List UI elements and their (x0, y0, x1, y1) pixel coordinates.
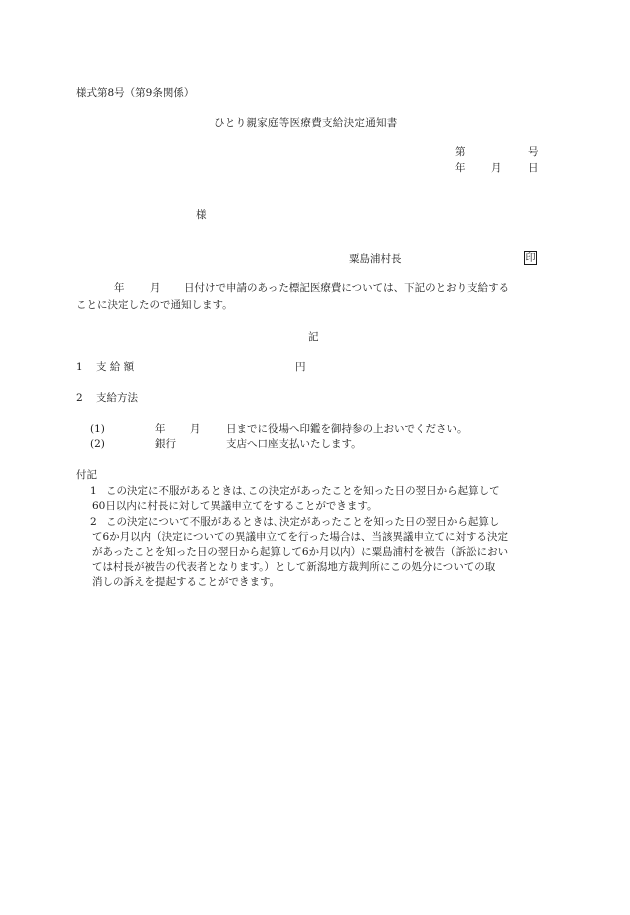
note1-number: 1 (90, 485, 97, 497)
ki-heading: 記 (308, 331, 319, 343)
note1-line1: この決定に不服があるときは､この決定があったことを知った日の翌日から起算して (106, 485, 500, 497)
document-title: ひとり親家庭等医療費支給決定通知書 (214, 117, 398, 129)
doc-number-prefix: 第 (455, 146, 466, 158)
method2-text: 支店へ口座支払いたします。 (226, 438, 362, 450)
body-month: 月 (150, 282, 161, 294)
method1-text: 日までに役場へ印鑑を御持参の上おいでください。 (226, 423, 468, 435)
method1-month: 月 (190, 423, 201, 435)
date-year: 年 (455, 162, 466, 174)
note2-line3: があったことを知った日の翌日から起算して6か月以内）に粟島浦村を被告（訴訟におい (92, 546, 509, 558)
note2-number: 2 (90, 516, 97, 528)
method2-bank: 銀行 (155, 438, 176, 450)
item1-unit: 円 (295, 361, 306, 373)
item1-number: 1 (76, 361, 83, 373)
seal-mark (524, 251, 537, 265)
body-line1: 日付けで申請のあった標記医療費については、下記のとおり支給する (184, 282, 510, 294)
note2-line4: ては村長が被告の代表者となります。）として新潟地方裁判所にこの処分についての取 (92, 561, 496, 573)
note2-line5: 消しの訴えを提起することができます。 (92, 576, 281, 588)
item2-label: 支給方法 (96, 392, 138, 404)
method1-number: (1) (90, 423, 105, 435)
body-year: 年 (114, 282, 125, 294)
body-line2: ことに決定したので通知します。 (76, 299, 233, 311)
item1-label: 支 給 額 (96, 361, 135, 373)
recipient-suffix: 様 (196, 209, 207, 221)
note2-line1: この決定について不服があるときは､決定があったことを知った日の翌日から起算し (106, 516, 500, 528)
item2-number: 2 (76, 392, 83, 404)
date-day: 日 (528, 162, 539, 174)
doc-number-suffix: 号 (528, 146, 539, 158)
issuer-name: 粟島浦村長 (349, 253, 402, 265)
note1-line2: 60日以内に村長に対して異議申立てをすることができます。 (92, 500, 378, 512)
notes-heading: 付記 (76, 469, 97, 481)
method1-year: 年 (155, 423, 166, 435)
seal-text: 印 (525, 253, 536, 264)
note2-line2: て6か月以内（決定についての異議申立てを行った場合は、当該異議申立てに対する決定 (92, 531, 508, 543)
form-number: 様式第8号（第9条関係） (76, 87, 195, 99)
date-month: 月 (491, 162, 502, 174)
method2-number: (2) (90, 438, 105, 450)
